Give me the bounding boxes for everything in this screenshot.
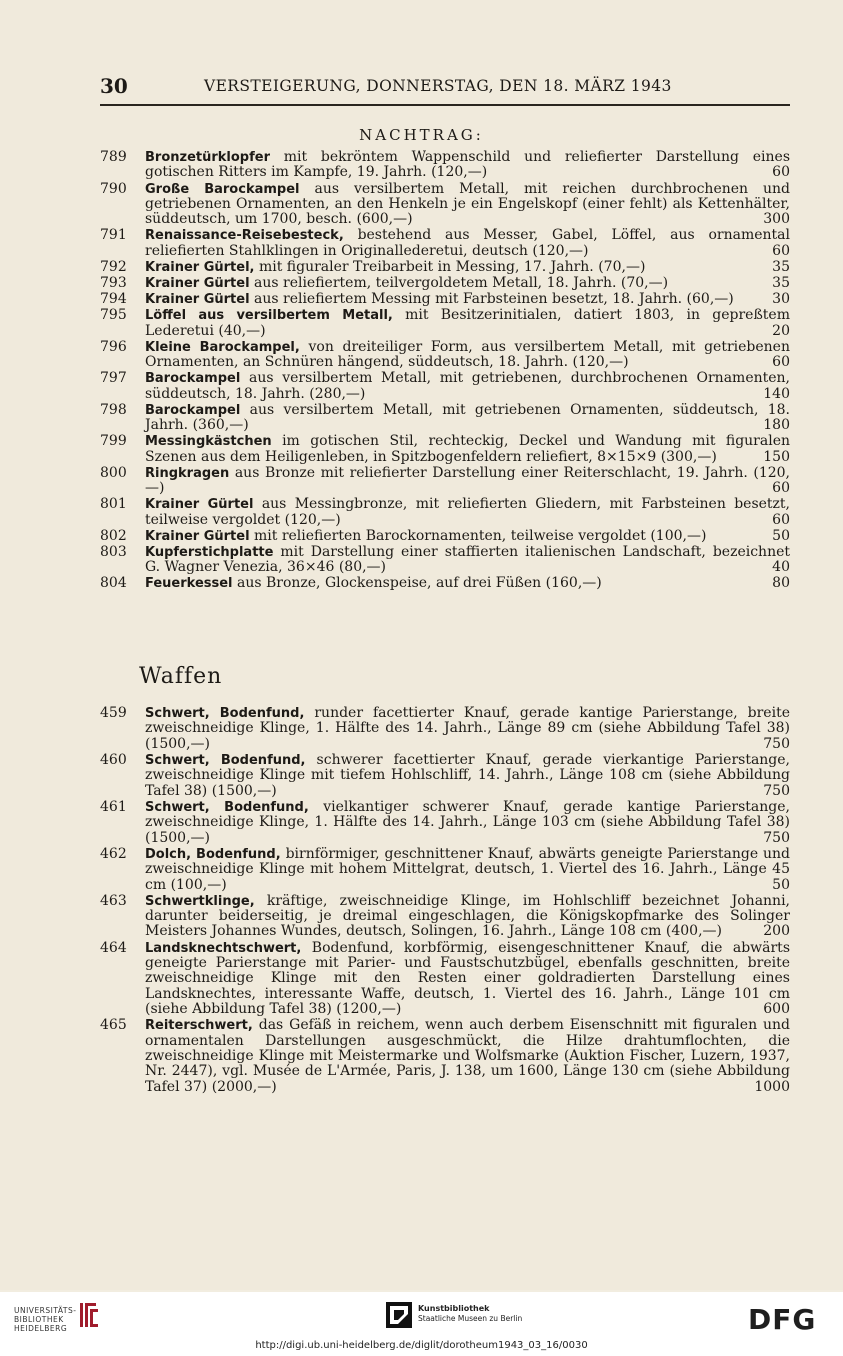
lot-description [145,753,790,799]
lot-title: Barockampel [145,371,241,387]
lot-description [145,706,790,752]
lot-estimate: 60 [772,480,790,497]
lot-title: Schwert, Bodenfund, [145,706,305,721]
lot-entry [100,308,790,339]
lot-number: 460 [100,751,127,768]
lot-title: Große Barockampel [145,181,300,197]
lot-details: von dreiteiliger Form, aus versilbertem Metall, mit getriebenen Ornamenten, an Schnüren hängend, süddeutsch, 18. Jahrh. (120,—) [145,338,790,371]
lot-number: 789 [100,149,127,165]
page-number: 30 [100,74,128,98]
lot-details: aus reliefiertem, teilvergoldetem Metall, 18. Jahrh. (70,—) [254,275,669,291]
lot-entry [100,894,790,940]
lot-description [145,847,790,893]
lot-title: Krainer Gürtel [145,276,250,291]
lot-title: Dolch, Bodenfund, [145,846,281,862]
lot-details: im gotischen Stil, rechteckig, Deckel und Wandung mit figuralen Szenen aus dem Heiligenleben, in Spitzbogenfeldern reliefiert, 8×15×9 (300,—) [145,433,791,465]
lot-title: Krainer Gürtel [145,497,254,513]
lot-entry [100,576,790,591]
lot-entry [100,292,790,307]
lot-estimate: 1000 [754,1078,790,1095]
lot-description [145,894,790,940]
lot-entry [100,497,790,528]
lot-description [145,340,790,371]
lot-entry [100,276,790,291]
lot-description [145,260,790,275]
lot-details: aus versilbertem Metall, mit reichen durchbrochenen und getriebenen Ornamenten, an den Henkeln je ein Engelskopf (einer fehlt) als Kettenhälter, süddeutsch, um 1700, besch. (600,—) [145,180,790,228]
lot-details: Bodenfund, korbförmig, eisengeschnittener Knauf, die abwärts geneigte Parierstange mit Parier- und Faustschutzbügel, ebenfalls geschnitten, breite zweischneidige Klinge mit den Resten einer goldradierten Darstellung eines Landsknechtes, interessante Waffe, deutsch, 1. Viertel des 16. Jahrh., Länge 101 cm (siehe Abbildung Tafel 38) (1200,—) [145,939,790,1018]
lot-number: 465 [100,1017,127,1034]
lot-description [145,276,790,291]
lot-entry [100,466,790,497]
uni-label-line: UNIVERSITÄTS- [14,1306,77,1315]
lot-estimate: 140 [763,385,790,402]
lot-number: 461 [100,798,127,815]
lot-entry [100,941,790,1018]
lot-number: 793 [100,275,127,291]
lot-details: kräftige, zweischneidige Klinge, im Hohlschliff bezeichnet Johanni, darunter beiderseitig, je dreimal eingeschlagen, die Königskopfmarke des Solinger Meisters Johannes Wundes, deutsch, Solingen, 16. Jahrh., Länge 108 cm (400,—) [145,892,791,940]
lot-title: Renaissance-Reisebesteck, [145,228,344,244]
lot-estimate: 80 [772,575,790,592]
lot-title: Barockampel [145,402,241,418]
dfg-logo[interactable]: DFG [748,1303,817,1336]
lot-description [145,941,790,1018]
lot-number: 790 [100,180,127,197]
lot-entry [100,529,790,544]
lot-description [145,497,790,528]
lot-number: 798 [100,401,127,418]
lot-description [145,545,790,576]
lot-details: das Gefäß in reichem, wenn auch derbem Eisenschnitt mit figuralen und ornamentalen Darstellungen ausgeschmückt, die Hilze drahtumflochten, die zweischneidige Klinge mit Meistermarke und Wolfsmarke (Auktion Fischer, Luzern, 1937, Nr. 2447), vgl. Musée de L'Armée, Paris, J. 138, um 1600, Länge 130 cm (siehe Abbildung Tafel 37) (2000,—) [145,1017,790,1095]
lot-entry [100,340,790,371]
lot-details: mit Darstellung einer staffierten italienischen Landschaft, bezeichnet G. Wagner Venezia, 36×46 (80,—) [145,543,790,576]
lot-estimate: 750 [763,829,790,846]
lot-entry [100,228,790,259]
lot-title: Reiterschwert, [145,1018,253,1034]
lot-details: schwerer facettierter Knauf, gerade vierkantige Parierstange, zweischneidige Klinge mit tiefem Hohlschliff, 14. Jahrh., Länge 108 cm (siehe Abbildung Tafel 38) (1500,—) [145,751,791,799]
lot-title: Krainer Gürtel [145,292,250,308]
lot-details: vielkantiger schwerer Knauf, gerade kantige Parierstange, zweischneidige Klinge, 1. Hälfte des 14. Jahrh., Länge 103 cm (siehe Abbildung Tafel 38) (1500,—) [145,798,790,846]
lot-title: Feuerkessel [145,576,233,592]
lot-estimate: 50 [772,527,790,544]
lot-details: aus versilbertem Metall, mit getriebenen, durchbrochenen Ornamenten, süddeutsch, 18. Jahrh. (280,—) [145,370,791,402]
lot-title: Krainer Gürtel [145,528,250,544]
lot-description [145,150,790,181]
source-url[interactable]: http://digi.ub.uni-heidelberg.de/diglit/dorotheum1943_03_16/0030 [255,1340,588,1351]
lot-list-nachtrag [100,150,790,592]
lot-estimate: 60 [772,354,790,371]
lot-entry [100,260,790,275]
lot-number: 796 [100,338,127,355]
uni-label-line: HEIDELBERG [14,1324,68,1333]
lot-entry [100,434,790,465]
lot-entry [100,1018,790,1095]
lot-title: Ringkragen [145,465,230,481]
lot-details: mit bekröntem Wappenschild und reliefierter Darstellung eines gotischen Ritters im Kampfe, 19. Jahrh. (120,—) [145,149,791,181]
lot-estimate: 50 [772,876,790,893]
lot-estimate: 60 [772,164,790,181]
lot-details: aus reliefiertem Messing mit Farbsteinen besetzt, 18. Jahrh. (60,—) [254,291,734,308]
lot-number: 795 [100,307,127,324]
lot-estimate: 150 [763,448,790,465]
lot-number: 462 [100,845,127,862]
lot-description [145,403,790,434]
lot-number: 463 [100,892,127,909]
lot-number: 792 [100,258,127,275]
lot-description [145,228,790,259]
university-library-label[interactable] [14,1306,76,1333]
header-rule [100,104,790,106]
lot-number: 459 [100,705,127,721]
lot-details: mit figuraler Treibarbeit in Messing, 17. Jahrh. (70,—) [258,258,646,275]
lot-number: 797 [100,370,127,387]
lot-number: 799 [100,433,127,450]
lot-title: Landsknechtschwert, [145,940,302,956]
lot-entry [100,753,790,799]
lot-entry [100,150,790,181]
lot-description [145,576,790,591]
lot-number: 804 [100,575,127,592]
lot-number: 801 [100,496,127,513]
lot-entry [100,847,790,893]
lot-title: Kleine Barockampel, [145,339,300,355]
lot-description [145,529,790,544]
kunstbibliothek-label[interactable] [418,1304,522,1324]
lot-description [145,800,790,846]
lot-details: runder facettierter Knauf, gerade kantige Parierstange, breite zweischneidige Klinge, 1. Hälfte des 14. Jahrh., Länge 89 cm (siehe Abbildung Tafel 38) (1500,—) [145,705,790,752]
lot-entry [100,371,790,402]
lot-title: Kupferstichplatte [145,544,274,560]
lot-entry [100,706,790,752]
lot-description [145,434,790,465]
section-title-waffen: Waffen [139,664,223,689]
lot-details: aus Bronze mit reliefierter Darstellung einer Reiterschlacht, 19. Jahrh. (120,—) [145,464,791,497]
lot-estimate: 180 [763,417,790,434]
lot-estimate: 300 [763,211,790,228]
lot-details: aus versilbertem Metall, mit getriebenen Ornamenten, süddeutsch, 18. Jahrh. (360,—) [145,401,791,434]
lot-estimate: 750 [763,782,790,799]
lot-estimate: 20 [772,322,790,339]
lot-description [145,292,790,307]
lot-details: mit Besitzerinitialen, datiert 1803, in gepreßtem Lederetui (40,—) [145,307,790,339]
footer-bar [0,1292,843,1356]
lot-description [145,182,790,228]
lot-list-waffen [100,706,790,1096]
lot-estimate: 30 [772,291,790,308]
running-title: VERSTEIGERUNG, DONNERSTAG, DEN 18. MÄRZ 1943 [204,77,672,95]
page-header [100,74,790,100]
lot-number: 802 [100,527,127,544]
kunstbibliothek-logo-icon[interactable] [386,1302,412,1328]
section-title-nachtrag: NACHTRAG: [359,126,484,144]
lot-details: aus Messingbronze, mit reliefierten Gliedern, mit Farbsteinen besetzt, teilweise vergoldet (120,—) [145,496,790,528]
lot-details: bestehend aus Messer, Gabel, Löffel, aus ornamental reliefierten Stahlklingen in Originallederetui, deutsch (120,—) [145,227,790,259]
lot-entry [100,403,790,434]
lot-title: Bronzetürklopfer [145,150,270,165]
lot-title: Krainer Gürtel, [145,259,255,275]
kb-label-subtitle: Staatliche Museen zu Berlin [418,1314,523,1323]
lot-title: Löffel aus versilbertem Metall, [145,308,393,324]
lot-estimate: 35 [772,258,790,275]
lot-estimate: 200 [763,923,790,940]
kb-label-title: Kunstbibliothek [418,1304,490,1313]
lot-description [145,308,790,339]
lot-estimate: 35 [772,275,790,291]
lot-entry [100,545,790,576]
lot-estimate: 60 [772,242,790,259]
lot-description [145,1018,790,1095]
lot-title: Schwert, Bodenfund, [145,799,309,815]
uni-label-line: BIBLIOTHEK [14,1315,64,1324]
lot-title: Schwert, Bodenfund, [145,752,306,768]
lot-entry [100,800,790,846]
lot-title: Messingkästchen [145,434,272,450]
lot-description [145,371,790,402]
lot-description [145,466,790,497]
lot-entry [100,182,790,228]
lot-number: 800 [100,464,127,481]
lot-details: mit reliefierten Barockornamenten, teilweise vergoldet (100,—) [254,527,707,544]
lot-details: aus Bronze, Glockenspeise, auf drei Füßen (160,—) [236,575,602,592]
lot-estimate: 40 [772,559,790,576]
lot-estimate: 750 [763,735,790,752]
lot-estimate: 60 [772,511,790,528]
university-library-logo-icon[interactable] [78,1300,100,1330]
lot-number: 803 [100,543,127,560]
lot-estimate: 600 [763,1001,790,1018]
lot-number: 794 [100,291,127,308]
lot-title: Schwertklinge, [145,893,255,909]
lot-number: 464 [100,939,127,956]
lot-details: birnförmiger, geschnittener Knauf, abwärts geneigte Parierstange und zweischneidige Klinge mit hohem Mittelgrat, deutsch, 1. Viertel des 16. Jahrh., Länge 45 cm (100,—) [145,845,790,893]
lot-number: 791 [100,227,127,244]
